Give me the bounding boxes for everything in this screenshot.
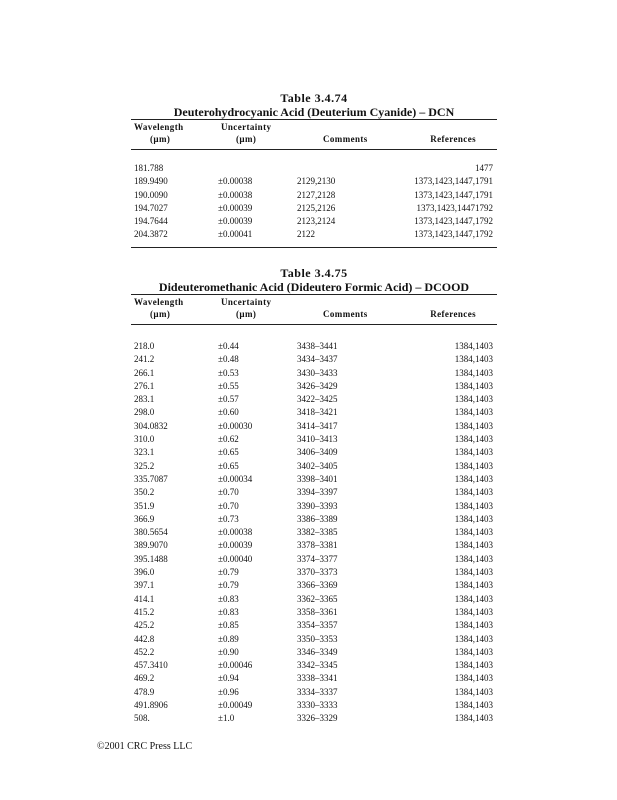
comments-cell: 3398–3401	[297, 473, 338, 484]
comments-cell: 3438–3441	[297, 341, 338, 351]
header-wavelength: Wavelength	[134, 122, 184, 132]
comments-cell: 3350–3353	[297, 633, 338, 644]
uncertainty-cell: ±0.96	[218, 686, 239, 697]
comments-cell: 2122	[297, 229, 315, 240]
header-comments: Comments	[323, 309, 368, 319]
references-cell: 1384,1403	[454, 580, 493, 591]
uncertainty-cell: ±0.00038	[218, 189, 253, 200]
header-uncertainty: Uncertainty	[221, 297, 272, 307]
table-row	[131, 500, 497, 513]
wavelength-cell: 194.7644	[134, 216, 168, 227]
table-row	[131, 353, 497, 366]
table-3-4-75	[131, 267, 497, 726]
table-row	[131, 633, 497, 646]
references-cell: 1384,1403	[454, 540, 493, 551]
uncertainty-cell: ±0.53	[218, 367, 239, 378]
comments-cell: 3330–3333	[297, 700, 338, 711]
wavelength-cell: 397.1	[134, 580, 155, 591]
wavelength-cell: 442.8	[134, 633, 155, 644]
uncertainty-cell: ±0.00038	[218, 176, 253, 187]
wavelength-cell: 415.2	[134, 606, 155, 617]
table-number: Table 3.4.75	[280, 266, 348, 280]
table-row	[131, 446, 497, 459]
wavelength-cell: 266.1	[134, 367, 155, 378]
uncertainty-cell: ±0.62	[218, 434, 239, 445]
uncertainty-cell: ±0.00038	[218, 527, 253, 538]
comments-cell: 3418–3421	[297, 407, 338, 418]
comments-cell: 3346–3349	[297, 646, 338, 657]
table-title: Deuterohydrocyanic Acid (Deuterium Cyanide) – DCN	[173, 105, 455, 119]
table-row	[131, 340, 497, 353]
table-row	[131, 712, 497, 725]
references-cell: 1384,1403	[454, 633, 493, 644]
wavelength-cell: 389.9070	[134, 540, 168, 551]
table-row	[131, 473, 497, 486]
wavelength-cell: 283.1	[134, 394, 155, 405]
wavelength-cell: 457.3410	[134, 660, 168, 671]
table-row	[131, 460, 497, 473]
comments-cell: 2123,2124	[297, 216, 336, 227]
wavelength-cell: 396.0	[134, 567, 155, 578]
table-header	[131, 120, 497, 149]
references-cell: 1384,1403	[454, 513, 493, 524]
uncertainty-cell: ±0.00049	[218, 700, 253, 711]
wavelength-cell: 351.9	[134, 500, 155, 511]
table-body	[131, 325, 497, 726]
comments-cell: 3374–3377	[297, 553, 338, 564]
wavelength-cell: 335.7087	[134, 473, 168, 484]
uncertainty-cell: ±0.70	[218, 487, 239, 498]
comments-cell: 3430–3433	[297, 367, 338, 378]
wavelength-cell: 194.7027	[134, 202, 168, 213]
copyright-footer: ©2001 CRC Press LLC	[97, 741, 193, 752]
table-row	[131, 526, 497, 539]
wavelength-cell: 380.5654	[134, 527, 168, 538]
references-cell: 1373,1423,1447,1792	[414, 216, 493, 227]
comments-cell: 2125,2126	[297, 202, 336, 213]
uncertainty-cell: ±0.73	[218, 513, 239, 524]
uncertainty-cell: ±0.00039	[218, 202, 253, 213]
table-row	[131, 175, 497, 188]
references-cell: 1384,1403	[454, 646, 493, 657]
table-number: Table 3.4.74	[280, 91, 348, 105]
references-cell: 1384,1403	[454, 593, 493, 604]
wavelength-cell: 452.2	[134, 646, 155, 657]
uncertainty-cell: ±0.83	[218, 593, 239, 604]
table-title: Dideuteromethanic Acid (Dideutero Formic Acid) – DCOOD	[158, 280, 470, 294]
table-row	[131, 606, 497, 619]
references-cell: 1384,1403	[454, 367, 493, 378]
table-row	[131, 189, 497, 202]
table-3-4-74	[131, 92, 497, 248]
table-row	[131, 162, 497, 175]
table-row	[131, 539, 497, 552]
references-cell: 1384,1403	[454, 620, 493, 631]
wavelength-cell: 181.788	[134, 163, 164, 173]
comments-cell: 3414–3417	[297, 420, 338, 431]
table-row	[131, 566, 497, 579]
table-row	[131, 202, 497, 215]
comments-cell: 3382–3385	[297, 527, 338, 538]
wavelength-cell: 189.9490	[134, 176, 168, 187]
wavelength-cell: 395.1488	[134, 553, 168, 564]
references-cell: 1384,1403	[454, 500, 493, 511]
wavelength-cell: 310.0	[134, 434, 155, 445]
references-cell: 1384,1403	[454, 447, 493, 458]
uncertainty-cell: ±0.48	[218, 354, 239, 365]
table-row	[131, 686, 497, 699]
wavelength-cell: 276.1	[134, 380, 155, 391]
uncertainty-cell: ±0.44	[218, 341, 239, 351]
comments-cell: 3426–3429	[297, 380, 338, 391]
comments-cell: 3406–3409	[297, 447, 338, 458]
wavelength-cell: 241.2	[134, 354, 155, 365]
table-row	[131, 406, 497, 419]
uncertainty-cell: ±0.65	[218, 447, 239, 458]
table-row	[131, 579, 497, 592]
references-cell: 1384,1403	[454, 700, 493, 711]
table-row	[131, 619, 497, 632]
comments-cell: 3338–3341	[297, 673, 338, 684]
rule-bottom	[131, 247, 497, 248]
header-uncertainty: Uncertainty	[221, 122, 272, 132]
comments-cell: 3378–3381	[297, 540, 338, 551]
comments-cell: 3342–3345	[297, 660, 338, 671]
references-cell: 1384,1403	[454, 460, 493, 471]
references-cell: 1384,1403	[454, 606, 493, 617]
references-cell: 1373,1423,1447,1791	[414, 176, 493, 187]
comments-cell: 3386–3389	[297, 513, 338, 524]
comments-cell: 3390–3393	[297, 500, 338, 511]
uncertainty-cell: ±0.00041	[218, 229, 253, 240]
table-row	[131, 593, 497, 606]
comments-cell: 3370–3373	[297, 567, 338, 578]
uncertainty-cell: ±0.00034	[218, 473, 253, 484]
references-cell: 1384,1403	[454, 673, 493, 684]
comments-cell: 3326–3329	[297, 713, 338, 724]
uncertainty-cell: ±0.83	[218, 606, 239, 617]
wavelength-cell: 508.	[134, 713, 150, 724]
references-cell: 1384,1403	[454, 407, 493, 418]
references-cell: 1477	[475, 163, 493, 173]
table-row	[131, 380, 497, 393]
table-row	[131, 215, 497, 228]
wavelength-cell: 491.8906	[134, 700, 168, 711]
wavelength-cell: 218.0	[134, 341, 155, 351]
comments-cell: 3354–3357	[297, 620, 338, 631]
wavelength-cell: 469.2	[134, 673, 155, 684]
table-row	[131, 393, 497, 406]
wavelength-cell: 298.0	[134, 407, 155, 418]
references-cell: 1373,1423,1447,1791	[414, 189, 493, 200]
uncertainty-cell: ±0.60	[218, 407, 239, 418]
comments-cell: 3362–3365	[297, 593, 338, 604]
uncertainty-cell: ±1.0	[218, 713, 235, 724]
wavelength-cell: 325.2	[134, 460, 155, 471]
references-cell: 1384,1403	[454, 354, 493, 365]
comments-cell: 3334–3337	[297, 686, 338, 697]
wavelength-cell: 478.9	[134, 686, 155, 697]
references-cell: 1384,1403	[454, 394, 493, 405]
uncertainty-cell: ±0.00039	[218, 540, 253, 551]
comments-cell: 2129,2130	[297, 176, 336, 187]
uncertainty-cell: ±0.00040	[218, 553, 253, 564]
references-cell: 1373,1423,1447,1792	[414, 229, 493, 240]
uncertainty-cell: ±0.57	[218, 394, 239, 405]
table-row	[131, 646, 497, 659]
header-comments: Comments	[323, 134, 368, 144]
wavelength-cell: 425.2	[134, 620, 155, 631]
header-uncertainty-unit: (µm)	[236, 134, 257, 144]
header-uncertainty-unit: (µm)	[236, 309, 257, 319]
comments-cell: 2127,2128	[297, 189, 336, 200]
references-cell: 1384,1403	[454, 473, 493, 484]
references-cell: 1384,1403	[454, 527, 493, 538]
uncertainty-cell: ±0.55	[218, 380, 239, 391]
table-row	[131, 486, 497, 499]
uncertainty-cell: ±0.89	[218, 633, 239, 644]
comments-cell: 3358–3361	[297, 606, 338, 617]
comments-cell: 3402–3405	[297, 460, 338, 471]
table-row	[131, 672, 497, 685]
wavelength-cell: 204.3872	[134, 229, 168, 240]
wavelength-cell: 323.1	[134, 447, 155, 458]
table-row	[131, 367, 497, 380]
table-row	[131, 228, 497, 241]
uncertainty-cell: ±0.00030	[218, 420, 253, 431]
wavelength-cell: 366.9	[134, 513, 155, 524]
references-cell: 1384,1403	[454, 713, 493, 724]
uncertainty-cell: ±0.00039	[218, 216, 253, 227]
uncertainty-cell: ±0.79	[218, 567, 239, 578]
references-cell: 1384,1403	[454, 660, 493, 671]
uncertainty-cell: ±0.70	[218, 500, 239, 511]
uncertainty-cell: ±0.90	[218, 646, 239, 657]
comments-cell: 3366–3369	[297, 580, 338, 591]
references-cell: 1384,1403	[454, 686, 493, 697]
references-cell: 1384,1403	[454, 380, 493, 391]
table-row	[131, 553, 497, 566]
wavelength-cell: 350.2	[134, 487, 155, 498]
table-row	[131, 659, 497, 672]
table-body	[131, 150, 497, 247]
table-row	[131, 699, 497, 712]
table-row	[131, 420, 497, 433]
table-header	[131, 295, 497, 324]
wavelength-cell: 190.0090	[134, 189, 168, 200]
header-wavelength: Wavelength	[134, 297, 184, 307]
references-cell: 1384,1403	[454, 487, 493, 498]
uncertainty-cell: ±0.85	[218, 620, 239, 631]
table-row	[131, 513, 497, 526]
references-cell: 1384,1403	[454, 567, 493, 578]
references-cell: 1373,1423,14471792	[416, 202, 493, 213]
wavelength-cell: 304.0832	[134, 420, 168, 431]
comments-cell: 3394–3397	[297, 487, 338, 498]
header-references: References	[430, 134, 476, 144]
header-references: References	[430, 309, 476, 319]
references-cell: 1384,1403	[454, 420, 493, 431]
uncertainty-cell: ±0.79	[218, 580, 239, 591]
references-cell: 1384,1403	[454, 341, 493, 351]
references-cell: 1384,1403	[454, 553, 493, 564]
uncertainty-cell: ±0.00046	[218, 660, 253, 671]
uncertainty-cell: ±0.65	[218, 460, 239, 471]
comments-cell: 3422–3425	[297, 394, 338, 405]
header-wavelength-unit: (µm)	[150, 309, 171, 319]
uncertainty-cell: ±0.94	[218, 673, 239, 684]
references-cell: 1384,1403	[454, 434, 493, 445]
header-wavelength-unit: (µm)	[150, 134, 171, 144]
comments-cell: 3410–3413	[297, 434, 338, 445]
wavelength-cell: 414.1	[134, 593, 155, 604]
table-row	[131, 433, 497, 446]
comments-cell: 3434–3437	[297, 354, 338, 365]
